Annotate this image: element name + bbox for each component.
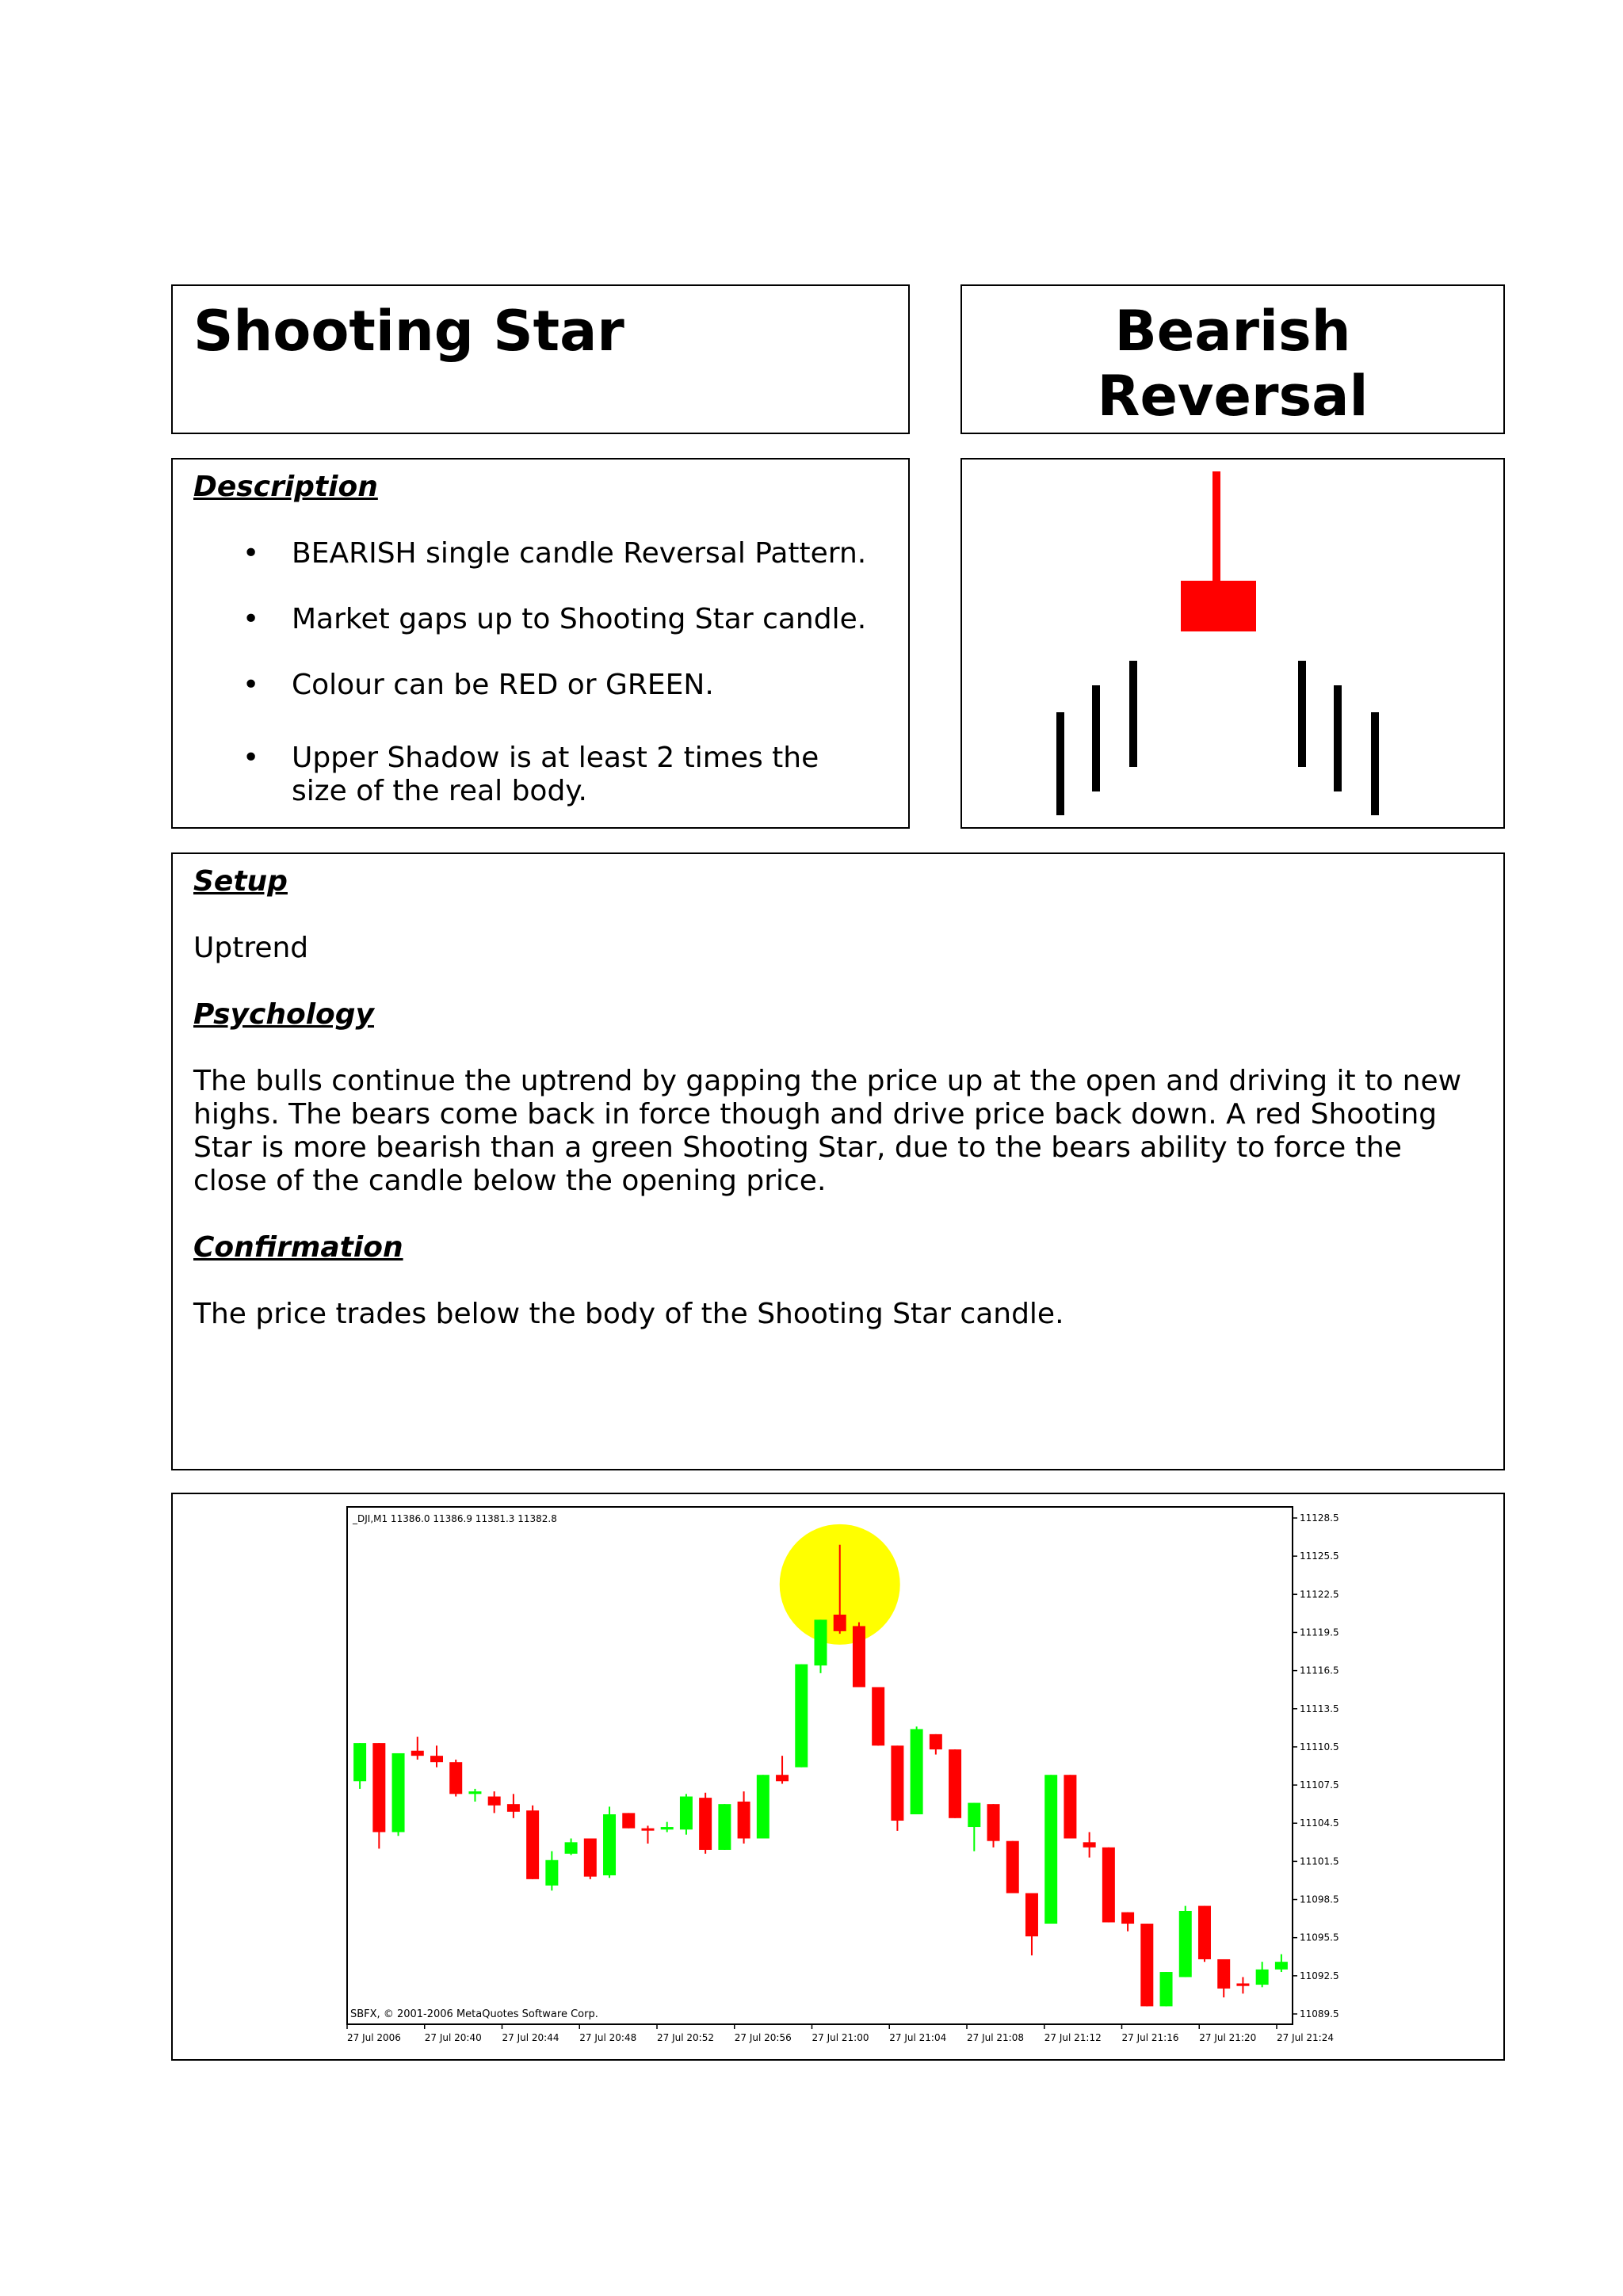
candle-body xyxy=(680,1797,693,1830)
candle-body xyxy=(1140,1924,1153,2006)
confirmation-heading: Confirmation xyxy=(193,1231,403,1264)
candle xyxy=(987,1804,1000,1848)
candle-body xyxy=(468,1791,481,1794)
diagram-bar-2 xyxy=(1092,685,1100,791)
candle xyxy=(872,1687,884,1745)
x-tick-label: 27 Jul 21:24 xyxy=(1277,2032,1334,2043)
candle-body xyxy=(1044,1775,1057,1924)
y-tick-label: 11098.5 xyxy=(1300,1894,1339,1905)
y-tick-label: 11125.5 xyxy=(1300,1550,1339,1562)
candle xyxy=(680,1794,693,1834)
candle-body xyxy=(1083,1842,1096,1847)
candle xyxy=(584,1838,597,1878)
y-tick-label: 11128.5 xyxy=(1300,1512,1339,1524)
y-tick-label: 11122.5 xyxy=(1300,1589,1339,1600)
candle xyxy=(526,1806,539,1879)
candle xyxy=(757,1775,769,1838)
candle xyxy=(815,1619,827,1672)
candle-body xyxy=(738,1802,750,1839)
candle xyxy=(392,1753,405,1836)
y-tick-label: 11116.5 xyxy=(1300,1665,1339,1676)
description-item xyxy=(193,603,875,636)
confirmation-text: The price trades below the body of the Shooting Star candle. xyxy=(193,1298,1064,1330)
candle xyxy=(1179,1906,1192,1978)
candle xyxy=(1044,1775,1057,1924)
pattern-type-box xyxy=(960,284,1505,434)
y-tick-label: 11107.5 xyxy=(1300,1779,1339,1791)
candle-body xyxy=(1064,1775,1076,1838)
candle-body xyxy=(834,1615,846,1631)
candle xyxy=(853,1623,865,1688)
x-tick-label: 27 Jul 21:20 xyxy=(1199,2032,1257,2043)
description-item xyxy=(193,669,875,702)
candle-body xyxy=(872,1687,884,1745)
candle-body xyxy=(1217,1959,1230,1989)
candle-body xyxy=(1121,1913,1134,1924)
setup-text: Uptrend xyxy=(193,932,309,964)
description-item-text: Upper Shadow is at least 2 times the size of the real body. xyxy=(292,742,819,807)
diagram-bar-1 xyxy=(1056,712,1064,815)
candle xyxy=(622,1813,635,1828)
candle-body xyxy=(603,1814,616,1875)
description-item-text: BEARISH single candle Reversal Pattern. xyxy=(292,537,867,570)
description-box xyxy=(171,458,910,829)
title-box xyxy=(171,284,910,434)
bullet-icon: • xyxy=(242,742,260,774)
candle-body xyxy=(584,1838,597,1876)
pattern-type-line2: Reversal xyxy=(1097,364,1369,429)
y-tick-label: 11095.5 xyxy=(1300,1932,1339,1943)
candle-body xyxy=(392,1753,405,1833)
candle-body xyxy=(776,1775,789,1781)
candle-body xyxy=(891,1745,903,1821)
diagram-bar-5 xyxy=(1334,685,1342,791)
candle-body xyxy=(968,1803,980,1827)
candle-body xyxy=(622,1813,635,1828)
candle-body xyxy=(718,1804,731,1850)
x-tick-label: 27 Jul 20:56 xyxy=(734,2032,792,2043)
shooting-star-body xyxy=(1181,581,1256,631)
candle-body xyxy=(488,1797,501,1806)
x-tick-label: 27 Jul 21:12 xyxy=(1044,2032,1102,2043)
setup-heading: Setup xyxy=(193,865,288,898)
candle-body xyxy=(699,1798,712,1850)
description-item-text: Colour can be RED or GREEN. xyxy=(292,669,714,701)
y-tick-label: 11092.5 xyxy=(1300,1970,1339,1981)
candle-body xyxy=(1025,1894,1038,1937)
candle xyxy=(1006,1841,1019,1894)
candle-body xyxy=(411,1751,424,1756)
candle xyxy=(1102,1848,1115,1923)
candle-body xyxy=(930,1734,942,1749)
candle-body xyxy=(757,1775,769,1838)
shooting-star-upper-shadow xyxy=(1212,471,1220,583)
candle-body xyxy=(661,1827,674,1829)
candle-body xyxy=(853,1626,865,1687)
bullet-icon: • xyxy=(242,537,260,570)
diagram-bar-4 xyxy=(1298,661,1306,767)
candle-body xyxy=(1006,1841,1019,1894)
description-heading: Description xyxy=(193,471,378,503)
chart-box xyxy=(171,1493,1505,2061)
candle xyxy=(795,1665,808,1768)
candle-body xyxy=(911,1729,923,1814)
x-tick-label: 27 Jul 20:48 xyxy=(579,2032,637,2043)
diagram-bar-6 xyxy=(1371,712,1379,815)
y-tick-label: 11104.5 xyxy=(1300,1817,1339,1829)
description-item-text: Market gaps up to Shooting Star candle. xyxy=(292,603,867,635)
candle-body xyxy=(507,1804,520,1812)
x-tick-label: 27 Jul 2006 xyxy=(347,2032,401,2043)
candle-body xyxy=(545,1860,558,1886)
candle-body xyxy=(795,1665,808,1768)
candle-body xyxy=(641,1829,654,1831)
y-tick-label: 11101.5 xyxy=(1300,1855,1339,1867)
candle xyxy=(1064,1775,1076,1838)
pattern-diagram-box xyxy=(960,458,1505,829)
candle xyxy=(1160,1972,1173,2006)
pattern-diagram xyxy=(962,460,1507,830)
x-tick-label: 27 Jul 21:04 xyxy=(889,2032,947,2043)
candle-body xyxy=(815,1619,827,1665)
y-tick-label: 11119.5 xyxy=(1300,1627,1339,1638)
candle-body xyxy=(1236,1983,1249,1985)
chart-info-line: _DJI,M1 11386.0 11386.9 11381.3 11382.8 xyxy=(353,1513,557,1524)
candle-body xyxy=(1256,1970,1269,1985)
candle-body xyxy=(1275,1962,1288,1970)
x-tick-label: 27 Jul 21:16 xyxy=(1121,2032,1179,2043)
candle-body xyxy=(987,1804,1000,1841)
candle-body xyxy=(353,1743,366,1781)
candle-body xyxy=(1102,1848,1115,1923)
candle xyxy=(603,1806,616,1878)
y-tick-label: 11113.5 xyxy=(1300,1703,1339,1714)
chart-copyright: SBFX, © 2001-2006 MetaQuotes Software Corp. xyxy=(350,2008,598,2020)
y-tick-label: 11089.5 xyxy=(1300,2008,1339,2019)
candle xyxy=(699,1793,712,1854)
description-item xyxy=(193,537,875,570)
bullet-icon: • xyxy=(242,603,260,635)
candle-body xyxy=(430,1756,443,1762)
x-tick-label: 27 Jul 20:52 xyxy=(657,2032,714,2043)
candle-body xyxy=(949,1749,961,1818)
pattern-type-line1: Bearish xyxy=(1114,299,1351,364)
candle-body xyxy=(449,1762,462,1794)
details-box xyxy=(171,852,1505,1470)
candle xyxy=(1140,1924,1153,2006)
candlestick-chart xyxy=(173,1494,1507,2062)
candle-body xyxy=(565,1842,578,1853)
psychology-text: The bulls continue the uptrend by gapping the price up at the open and driving it to new highs. The bears come back in force though and drive price back down. A red Shooting Star is more bearish than a green Shooting Star, due to the bears ability to force the close of the candle below the opening price. xyxy=(193,1065,1462,1197)
x-tick-label: 27 Jul 20:44 xyxy=(502,2032,559,2043)
y-tick-label: 11110.5 xyxy=(1300,1741,1339,1753)
candle xyxy=(891,1745,903,1831)
pattern-type xyxy=(962,299,1503,429)
candle xyxy=(449,1760,462,1797)
candle-body xyxy=(372,1743,385,1832)
diagram-bar-3 xyxy=(1129,661,1137,767)
candle-body xyxy=(526,1810,539,1879)
candle xyxy=(911,1726,923,1814)
bullet-icon: • xyxy=(242,669,260,701)
candle xyxy=(1198,1906,1211,1962)
candle-body xyxy=(1179,1911,1192,1977)
candle-body xyxy=(1160,1972,1173,2006)
pattern-title: Shooting Star xyxy=(193,299,624,364)
x-tick-label: 27 Jul 21:08 xyxy=(967,2032,1024,2043)
candle xyxy=(718,1804,731,1850)
description-list xyxy=(193,537,875,808)
description-item xyxy=(193,742,875,808)
x-tick-label: 27 Jul 21:00 xyxy=(812,2032,869,2043)
x-tick-label: 27 Jul 20:40 xyxy=(424,2032,482,2043)
psychology-heading: Psychology xyxy=(193,998,375,1031)
candle xyxy=(949,1749,961,1818)
candle-body xyxy=(1198,1906,1211,1959)
